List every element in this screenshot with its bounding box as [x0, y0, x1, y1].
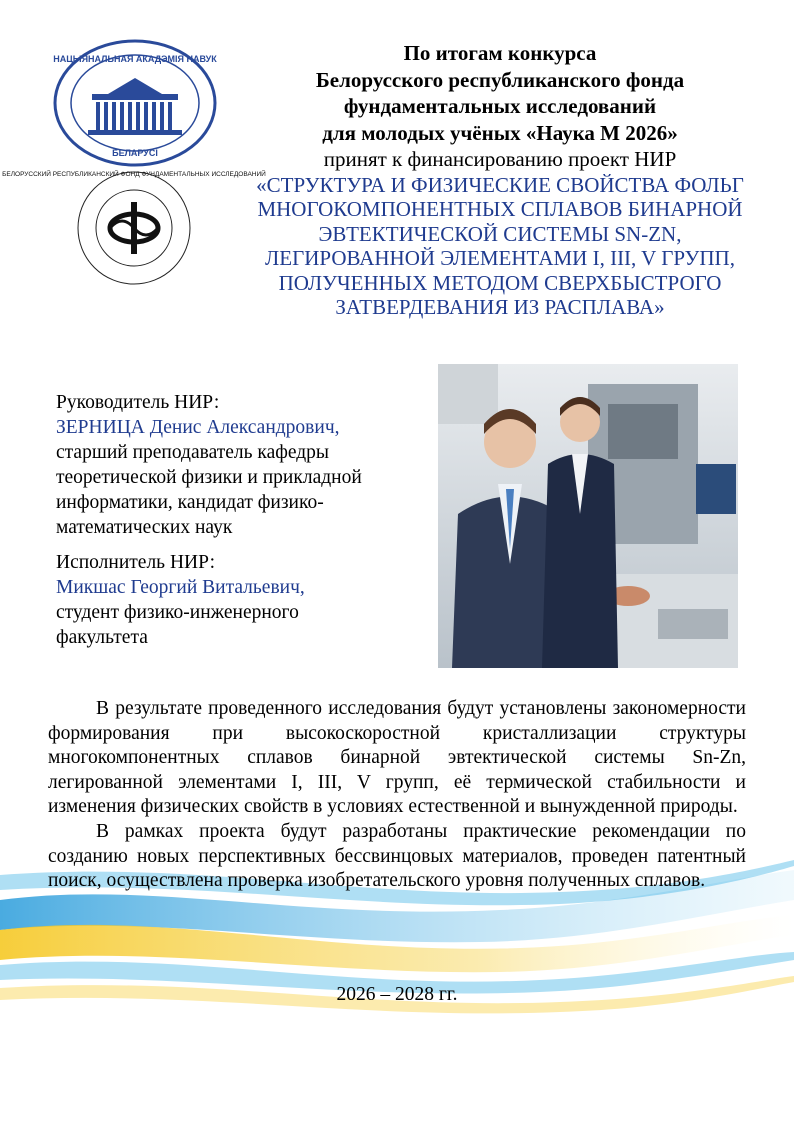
project-title: [250, 173, 750, 320]
paragraph: В рамках проекта будут разработаны практические рекомендации по созданию новых перспективных бессвинцовых материалов, проведен патентный поиск, осуществлена проверка изобретательского уровня полученных сплавов.: [48, 820, 746, 892]
header-line-2: Белорусского республиканского фонда: [315, 67, 685, 92]
project-team: [56, 390, 436, 650]
description: [48, 697, 746, 894]
academy-logo-subtext: БЕЛАРУСІ: [112, 148, 158, 158]
header-line-1: По итогам конкурса: [403, 41, 597, 65]
executor-position-line: студент физико-инженерного: [56, 602, 299, 623]
project-title-line: ЭВТЕКТИЧЕСКОЙ СИСТЕМЫ SN-ZN,: [318, 221, 682, 246]
leader-position-line: теоретической физики и прикладной: [56, 467, 362, 488]
executor-name: Микшас Георгий Витальевич,: [56, 577, 305, 598]
leader-name: ЗЕРНИЦА Денис Александрович,: [56, 417, 340, 438]
leader-position-line: математических наук: [56, 517, 233, 538]
project-title-line: ЗАТВЕРДЕВАНИЯ ИЗ РАСПЛАВА»: [335, 295, 665, 319]
team-photo: [438, 364, 738, 668]
header-line-4: для молодых учёных «Наука М 2026»: [322, 120, 678, 145]
leader-position-line: старший преподаватель кафедры: [56, 442, 330, 463]
executor-position-line: факультета: [56, 627, 148, 648]
project-title-line: МНОГОКОМПОНЕНТНЫХ СПЛАВОВ БИНАРНОЙ: [257, 197, 743, 221]
project-years: 2026 – 2028 гг.: [336, 984, 458, 1005]
academy-logo-text: НАЦЫЯНАЛЬНАЯ АКАДЭМІЯ НАВУК: [53, 54, 217, 64]
leader-position-line: информатики, кандидат физико-: [56, 492, 324, 513]
header-line-3: фундаментальных исследований: [343, 94, 657, 118]
project-title-line: ПОЛУЧЕННЫХ МЕТОДОМ СВЕРХБЫСТРОГО: [278, 270, 722, 295]
project-title-line: ЛЕГИРОВАННОЙ ЭЛЕМЕНТАМИ I, III, V ГРУПП,: [265, 246, 735, 270]
executor-role: Исполнитель НИР:: [56, 552, 216, 573]
leader-role: Руководитель НИР:: [56, 392, 220, 413]
academy-logo: [52, 38, 218, 168]
header: [250, 40, 750, 320]
header-line-5: принят к финансированию проект НИР: [323, 147, 677, 171]
fund-logo: [2, 166, 266, 290]
project-title-line: «СТРУКТУРА И ФИЗИЧЕСКИЕ СВОЙСТВА ФОЛЬГ: [256, 172, 744, 197]
paragraph: В результате проведенного исследования будут установлены закономерности формирования при высокоскоростной кристаллизации структуры многокомпонентных сплавов бинарной эвтектической системы Sn-Zn, легированной элементами I, III, V групп, её термической стабильности и изменения физических свойств в условиях естественной и вынужденной природы.: [48, 698, 746, 818]
fund-logo-text: БЕЛОРУССКИЙ РЕСПУБЛИКАНСКИЙ ФОНД ФУНДАМЕНТАЛЬНЫХ ИССЛЕДОВАНИЙ: [2, 171, 266, 178]
